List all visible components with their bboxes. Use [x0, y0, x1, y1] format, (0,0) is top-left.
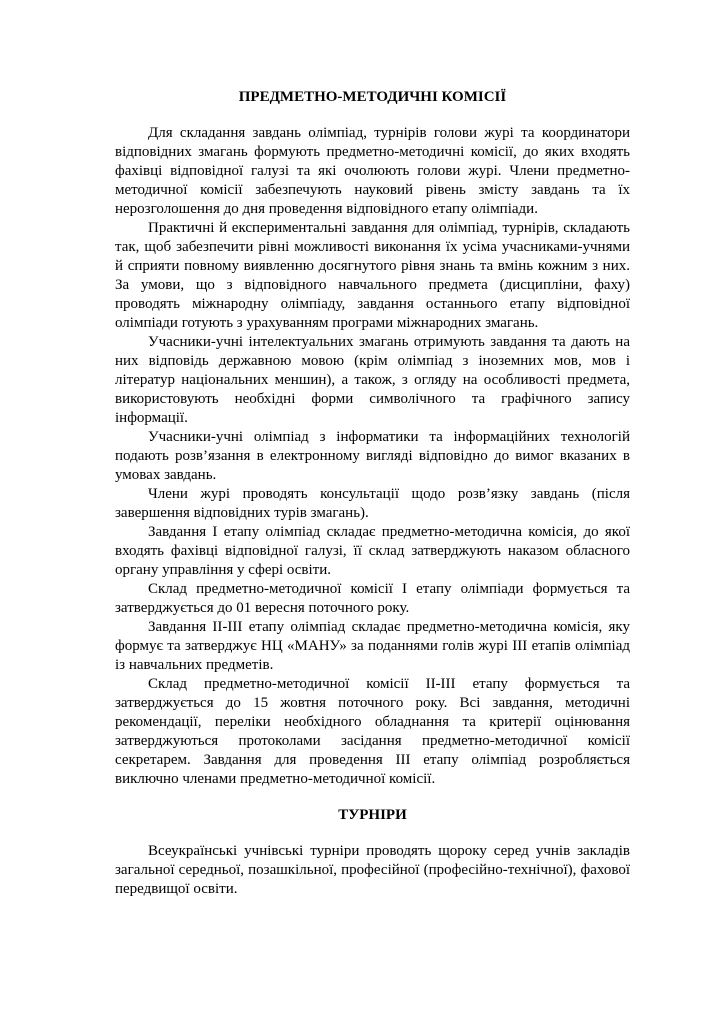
paragraph: Завдання ІІ-ІІІ етапу олімпіад складає предметно-методична комісія, яку формує та затверджує НЦ «МАНУ» за поданнями голів журі ІІІ етапів олімпіад із навчальних предметів.: [115, 619, 630, 673]
paragraph: Учасники-учні інтелектуальних змагань отримують завдання та дають на них відповідь державною мовою (крім олімпіад з іноземних мов, мов і літератур національних меншин), а також, з огляду на особливості предмета, використовують необхідні форми символічного та графічного запису інформації.: [115, 334, 630, 426]
paragraph: Практичні й експериментальні завдання для олімпіад, турнірів, складають так, щоб забезпечити рівні можливості виконання їх усіма учасниками-учнями й сприяти повному виявленню досягнутого рівня знань та вмінь кожним з них. За умови, що з відповідного навчального предмета (дисципліни, фаху) проводять міжнародну олімпіаду, завдання останнього етапу відповідної олімпіади готують з урахуванням програми міжнародних змагань.: [115, 220, 630, 331]
section-title-tournaments: ТУРНІРИ: [338, 807, 407, 823]
document-page: [115, 88, 630, 899]
paragraph: Члени журі проводять консультації щодо розв’язку завдань (після завершення відповідних турів змагань).: [115, 486, 630, 521]
paragraph: Учасники-учні олімпіад з інформатики та інформаційних технологій подають розв’язання в електронному вигляді відповідно до вимог вказаних в умовах завдань.: [115, 429, 630, 483]
paragraph: Завдання І етапу олімпіад складає предметно-методична комісія, до якої входять фахівці відповідної галузі, її склад затверджують наказом обласного органу управління у сфері освіти.: [115, 524, 630, 578]
paragraph: Для складання завдань олімпіад, турнірів голови журі та координатори відповідних змагань формують предметно-методичні комісії, до яких входять фахівці відповідної галузі та які очолюють голови журі. Члени предметно-методичної комісії забезпечують науковий рівень змісту завдань та їх нерозголошення до дня проведення відповідного етапу олімпіади.: [115, 125, 630, 217]
paragraph: Склад предметно-методичної комісії І етапу олімпіади формується та затверджується до 01 вересня поточного року.: [115, 581, 630, 616]
paragraph: Склад предметно-методичної комісії ІІ-ІІІ етапу формується та затверджується до 15 жовтня поточного року. Всі завдання, методичні рекомендації, переліки необхідного обладнання та критерії оцінювання затверджуються протоколами засідання предметно-методичної комісії секретарем. Завдання для проведення ІІІ етапу олімпіад розробляється виключно членами предметно-методичної комісії.: [115, 676, 630, 787]
section-title-commissions: ПРЕДМЕТНО-МЕТОДИЧНІ КОМІСІЇ: [238, 89, 507, 105]
paragraph: Всеукраїнські учнівські турніри проводять щороку серед учнів закладів загальної середньої, позашкільної, професійної (професійно-технічної), фахової передвищої освіти.: [115, 843, 630, 897]
